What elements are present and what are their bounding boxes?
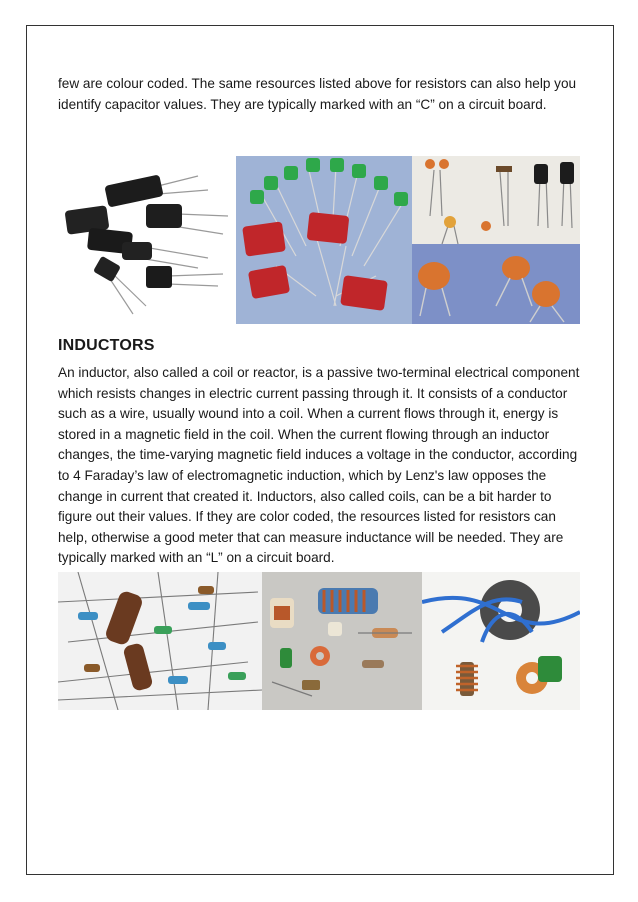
- coil-components-photo: [262, 572, 422, 710]
- toroid-inductors-photo: [422, 572, 580, 710]
- film-capacitors-photo: [236, 156, 412, 324]
- intro-paragraph: few are colour coded. The same resources listed above for resistors can also help you identify capacitor values. They are typically marked with an “C” on a circuit board.: [58, 76, 577, 112]
- electrolytic-capacitors-photo: [58, 156, 236, 324]
- inductors-paragraph: An inductor, also called a coil or reactor, is a passive two-terminal electrical component which resists changes in electric current passing through it. It consists of a conductor such as a wire, usually wound into a coil. When a current flows through it, energy is stored in a magnetic field in the coil. When the current flowing through an inductor changes, the time-varying magnetic field induces a voltage in the conductor, according to 4 Faraday’s law of electromagnetic induction, which by Lenz's law opposes the change in current that created it. Inductors, also called coils, can be a bit harder to figure out their values. If they are color coded, the resources listed for resistors can help, otherwise a good meter that can measure inductance will be needed. They are typically marked with an “L” on a circuit board.: [58, 365, 580, 566]
- inductors-heading: INDUCTORS: [58, 337, 155, 354]
- assorted-inductors-photo: [58, 572, 262, 710]
- ceramic-capacitors-photo: [412, 156, 580, 324]
